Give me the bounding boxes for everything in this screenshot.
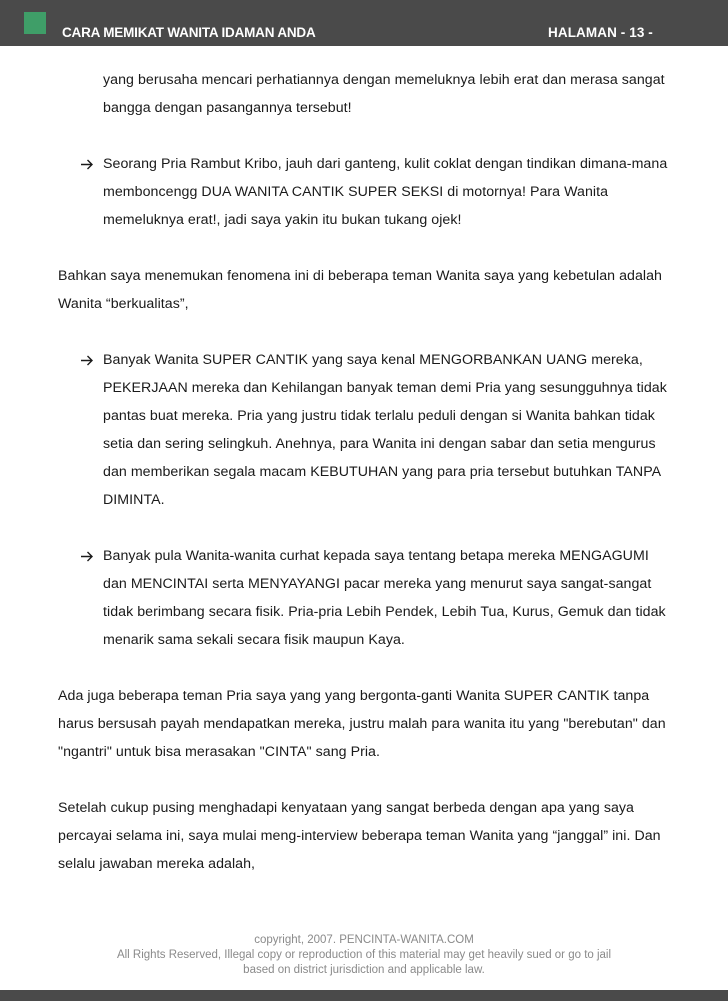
bullet-text: Banyak Wanita SUPER CANTIK yang saya kenal MENGORBANKAN UANG mereka, PEKERJAAN mereka dan Kehilangan banyak teman demi Pria yang sesungguhnya tidak pantas buat mereka. Pria yang justru tidak terlalu peduli dengan si Wanita bahkan tidak setia dan sering selingkuh. Anehnya, para Wanita ini dengan sabar dan setia mengurus dan memberikan segala macam KEBUTUHAN yang para pria tersebut butuhkan TANPA DIMINTA. xyxy=(103,352,667,508)
continuation-text: yang berusaha mencari perhatiannya dengan memeluknya lebih erat dan merasa sangat bangga dengan pasangannya tersebut! xyxy=(103,72,665,116)
arrow-right-icon xyxy=(80,150,96,178)
page-footer xyxy=(0,933,728,978)
paragraph: Bahkan saya menemukan fenomena ini di beberapa teman Wanita saya yang kebetulan adalah Wanita “berkualitas”, xyxy=(58,268,662,312)
copyright-text: copyright, 2007. PENCINTA-WANITA.COM xyxy=(254,934,474,946)
arrow-right-icon xyxy=(80,346,96,374)
bullet-text: Seorang Pria Rambut Kribo, jauh dari ganteng, kulit coklat dengan tindikan dimana-mana memboncengg DUA WANITA CANTIK SUPER SEKSI di motornya! Para Wanita memeluknya erat!, jadi saya yakin itu bukan tukang ojek! xyxy=(103,156,668,228)
bullet-item xyxy=(58,346,676,514)
paragraph: Setelah cukup pusing menghadapi kenyataan yang sangat berbeda dengan apa yang saya percayai selama ini, saya mulai meng-interview beberapa teman Wanita yang “janggal” ini. Dan selalu jawaban mereka adalah, xyxy=(58,800,661,872)
rights-text: All Rights Reserved, Illegal copy or reproduction of this material may get heavily sued or go to jail xyxy=(116,949,612,961)
page-header xyxy=(0,0,728,46)
document-title: CARA MEMIKAT WANITA IDAMAN ANDA xyxy=(62,25,316,40)
bullet-text: Banyak pula Wanita-wanita curhat kepada saya tentang betapa mereka MENGAGUMI dan MENCINTAI serta MENYAYANGI pacar mereka yang menurut saya sangat-sangat tidak berimbang secara fisik. Pria-pria Lebih Pendek, Lebih Tua, Kurus, Gemuk dan tidak menarik sama sekali secara fisik maupun Kaya. xyxy=(103,548,666,648)
bullet-item xyxy=(58,150,676,234)
page-content xyxy=(58,66,676,878)
paragraph: Ada juga beberapa teman Pria saya yang yang bergonta-ganti Wanita SUPER CANTIK tanpa harus bersusah payah mendapatkan mereka, justru malah para wanita itu yang "berebutan" dan "ngantri" untuk bisa merasakan "CINTA" sang Pria. xyxy=(58,688,666,760)
bottom-bar xyxy=(0,990,728,1001)
arrow-right-icon xyxy=(80,542,96,570)
page-number: HALAMAN - 13 - xyxy=(548,25,653,40)
logo-square xyxy=(24,12,46,34)
bullet-item xyxy=(58,542,676,654)
rights-text: based on district jurisdiction and applicable law. xyxy=(243,964,485,976)
